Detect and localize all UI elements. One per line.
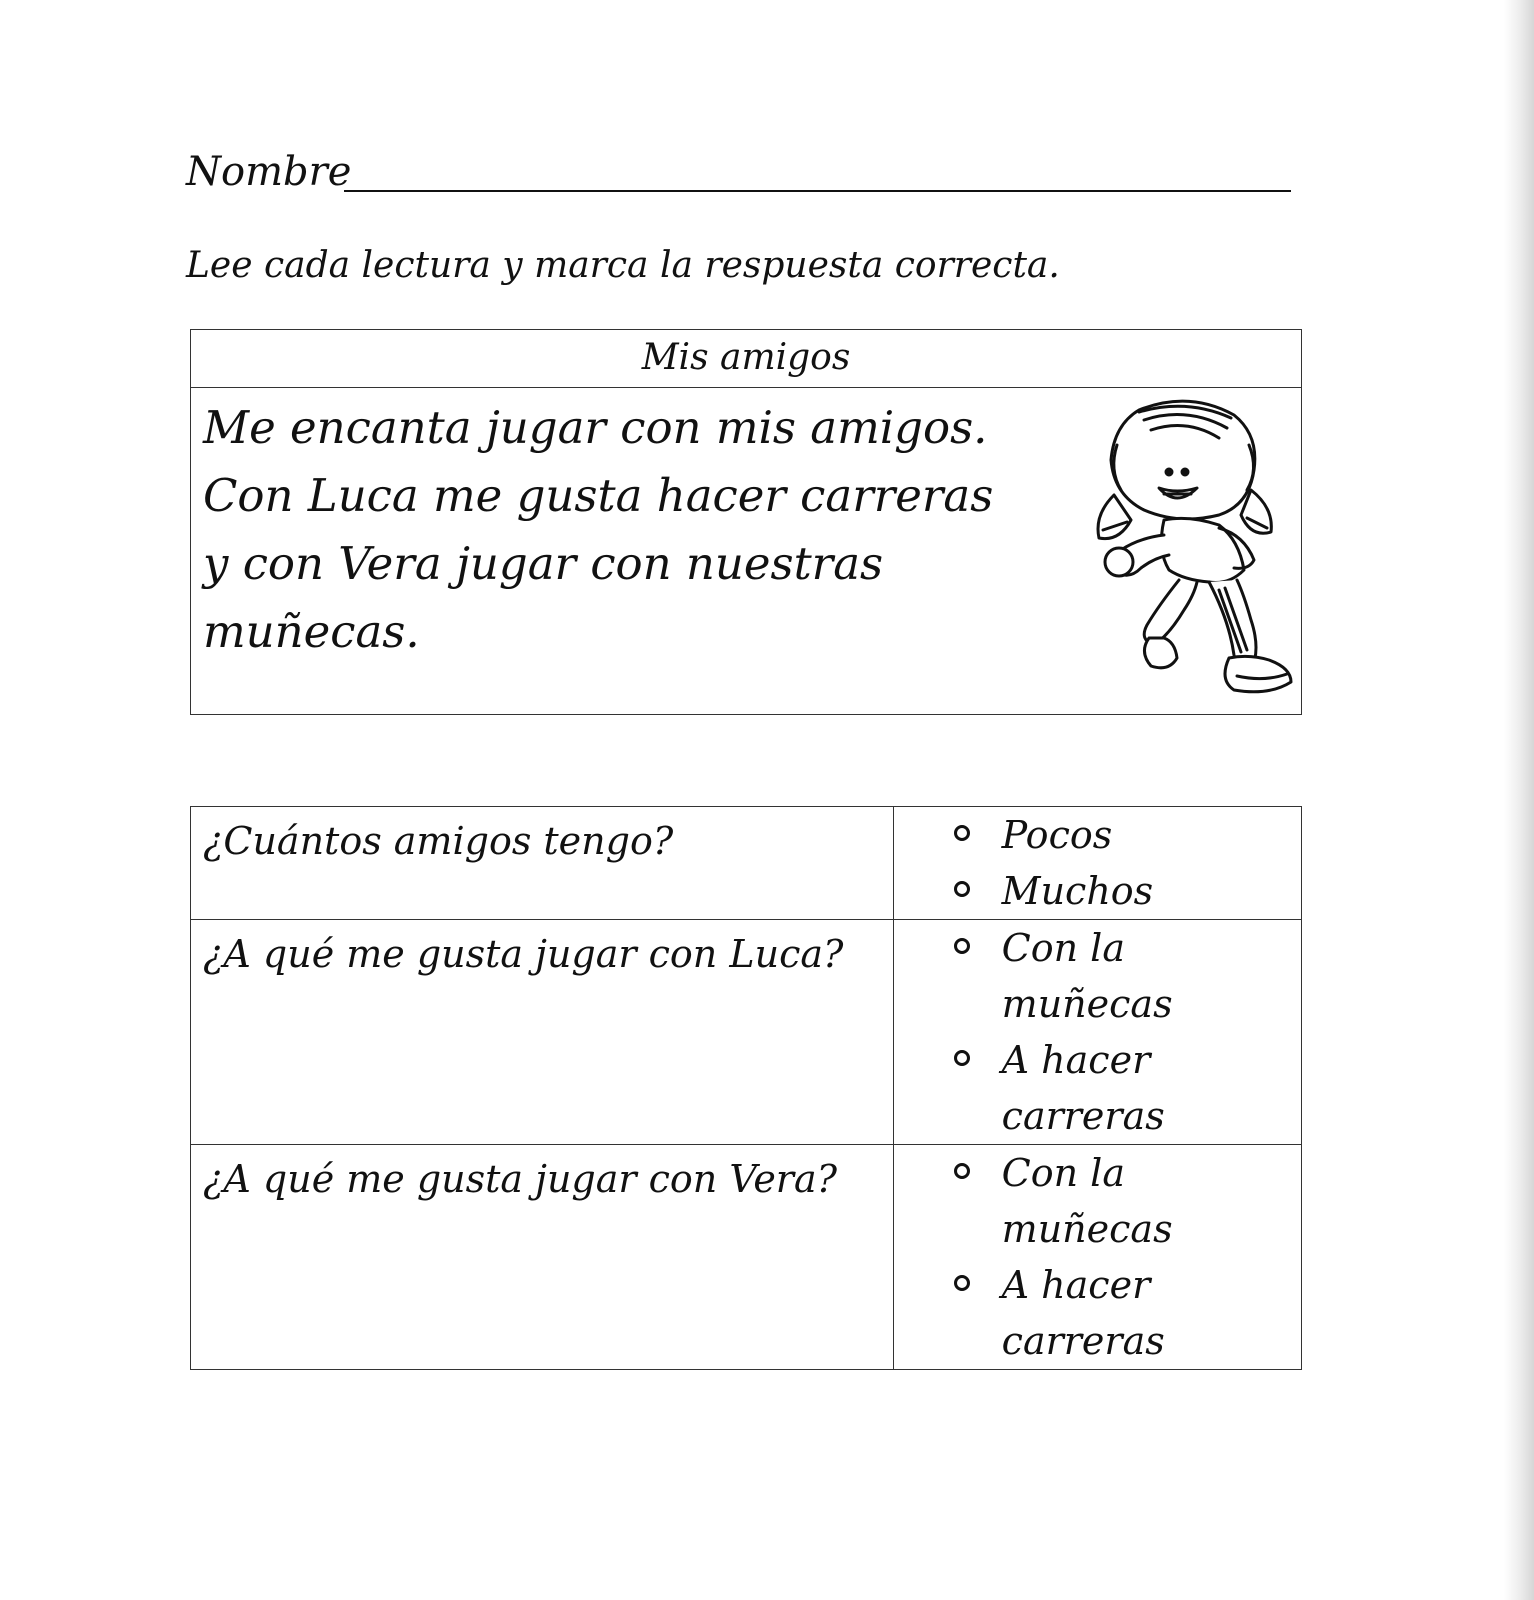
page-edge-shadow — [1504, 0, 1534, 1600]
radio-circle-icon[interactable] — [954, 1163, 970, 1179]
name-row — [186, 148, 1291, 196]
radio-circle-icon[interactable] — [954, 1050, 970, 1066]
options-list — [894, 920, 1301, 1144]
question-text: ¿Cuántos amigos tengo? — [203, 819, 674, 863]
options-cell — [893, 807, 1301, 920]
question-row — [191, 920, 1302, 1145]
answer-option[interactable] — [954, 807, 1202, 863]
question-cell — [191, 1145, 894, 1370]
reading-body — [191, 388, 1301, 715]
name-write-line[interactable] — [344, 190, 1291, 192]
option-label: Muchos — [1001, 869, 1154, 913]
question-row — [191, 807, 1302, 920]
option-label: A hacer carreras — [1001, 1263, 1165, 1363]
girl-illustration — [1069, 390, 1301, 712]
question-text: ¿A qué me gusta jugar con Luca? — [203, 932, 844, 976]
radio-circle-icon[interactable] — [954, 825, 970, 841]
radio-circle-icon[interactable] — [954, 1275, 970, 1291]
answer-option[interactable] — [954, 1032, 1202, 1144]
option-label: A hacer carreras — [1001, 1038, 1165, 1138]
question-cell — [191, 920, 894, 1145]
name-label: Nombre — [186, 149, 352, 195]
options-cell — [893, 920, 1301, 1145]
options-cell — [893, 1145, 1301, 1370]
reading-text: Me encanta jugar con mis amigos. Con Luca me gusta hacer carreras y con Vera jugar con nuestras muñecas. — [203, 401, 994, 658]
options-list — [894, 1145, 1301, 1369]
instruction-text: Lee cada lectura y marca la respuesta correcta. — [186, 245, 1060, 286]
questions-table — [190, 806, 1302, 1370]
reading-title: Mis amigos — [191, 330, 1301, 388]
option-label: Con la muñecas — [1001, 1151, 1173, 1251]
question-row — [191, 1145, 1302, 1370]
option-label: Con la muñecas — [1001, 926, 1173, 1026]
radio-circle-icon[interactable] — [954, 938, 970, 954]
answer-option[interactable] — [954, 1145, 1202, 1257]
options-list — [894, 807, 1301, 919]
answer-option[interactable] — [954, 1257, 1202, 1369]
answer-option[interactable] — [954, 863, 1202, 919]
question-cell — [191, 807, 894, 920]
answer-option[interactable] — [954, 920, 1202, 1032]
reading-box — [190, 329, 1302, 715]
question-text: ¿A qué me gusta jugar con Vera? — [203, 1157, 837, 1201]
radio-circle-icon[interactable] — [954, 881, 970, 897]
option-label: Pocos — [1001, 813, 1113, 857]
